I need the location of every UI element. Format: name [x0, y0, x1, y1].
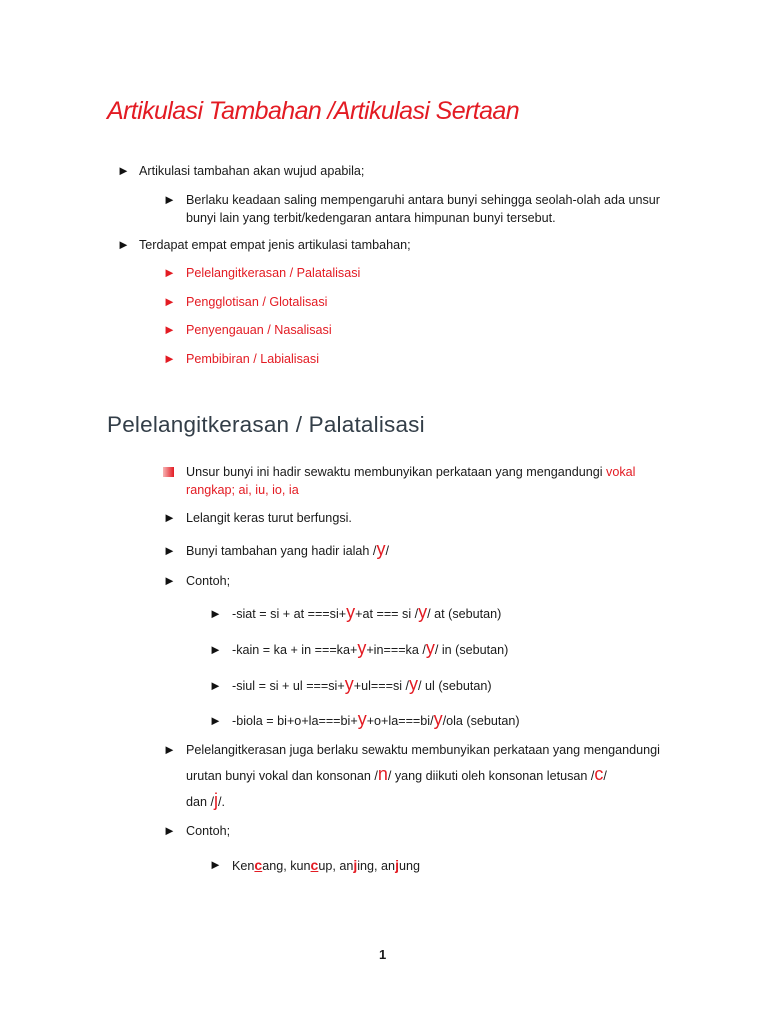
list-item-text	[186, 790, 226, 811]
text-segment: +o+la===bi/	[366, 714, 434, 728]
triangle-bullet-icon: ►	[163, 322, 176, 337]
phoneme-symbol: y	[425, 638, 435, 658]
list-item-text: Terdapat empat empat jenis artikulasi tambahan;	[139, 238, 411, 252]
phoneme-symbol: j	[395, 857, 399, 873]
triangle-bullet-icon: ►	[163, 823, 176, 838]
text-segment: /	[385, 544, 389, 558]
text-segment: -siul = si + ul ===si+	[232, 679, 345, 693]
phoneme-symbol: y	[344, 674, 354, 694]
triangle-bullet-icon: ►	[163, 351, 176, 366]
section-heading: Pelelangitkerasan / Palatalisasi	[107, 412, 425, 437]
phoneme-symbol: y	[433, 709, 443, 729]
triangle-bullet-icon: ►	[209, 713, 222, 728]
text-segment: up, an	[318, 859, 354, 873]
list-item-text: Pembibiran / Labialisasi	[186, 352, 320, 366]
list-item-text	[186, 463, 635, 481]
phoneme-symbol: c	[594, 764, 604, 784]
list-item-text	[232, 856, 420, 875]
phoneme-symbol: c	[254, 857, 263, 873]
highlight-text: rangkap; ai, iu, io, ia	[186, 483, 299, 497]
text-segment: +ul===si /	[353, 679, 410, 693]
text-segment: -siat = si + at ===si+	[232, 607, 347, 621]
text-segment: +at === si /	[355, 607, 419, 621]
triangle-bullet-icon: ►	[163, 543, 176, 558]
list-item-text	[186, 764, 607, 785]
list-item-text	[232, 602, 502, 623]
text-segment: ang, kun	[262, 859, 311, 873]
page-number: 1	[379, 947, 387, 962]
triangle-bullet-icon: ►	[209, 606, 222, 621]
text-segment: ung	[398, 859, 420, 873]
list-item-text: Pelelangitkerasan / Palatalisasi	[186, 266, 361, 280]
phoneme-symbol: c	[310, 857, 319, 873]
list-item-text: Contoh;	[186, 824, 231, 838]
text-segment: / at (sebutan)	[427, 607, 502, 621]
text-segment: Ken	[232, 859, 255, 873]
phoneme-symbol: y	[418, 602, 428, 622]
phoneme-symbol: y	[376, 539, 386, 559]
text-segment: Bunyi tambahan yang hadir ialah /	[186, 544, 377, 558]
list-item-text: Penyengauan / Nasalisasi	[186, 323, 332, 337]
phoneme-symbol: j	[214, 790, 219, 810]
text-segment: urutan bunyi vokal dan konsonan /	[186, 769, 378, 783]
phoneme-symbol: n	[377, 764, 388, 784]
list-item-text: Berlaku keadaan saling mempengaruhi antara bunyi sehingga seolah-olah ada unsur	[186, 193, 660, 207]
list-item-text	[232, 709, 520, 730]
list-item-text: Pelelangitkerasan juga berlaku sewaktu membunyikan perkataan yang mengandungi	[186, 743, 660, 757]
triangle-bullet-icon: ►	[163, 742, 176, 757]
phoneme-symbol: y	[357, 709, 367, 729]
triangle-bullet-icon: ►	[163, 192, 176, 207]
square-bullet-icon	[163, 467, 174, 477]
triangle-bullet-icon: ►	[209, 857, 222, 872]
triangle-bullet-icon: ►	[209, 642, 222, 657]
text-segment: /.	[218, 795, 226, 809]
text-segment: ing, an	[357, 859, 396, 873]
text-segment: /ola (sebutan)	[442, 714, 520, 728]
triangle-bullet-icon: ►	[163, 265, 176, 280]
phoneme-symbol: y	[409, 674, 419, 694]
triangle-bullet-icon: ►	[163, 510, 176, 525]
list-item-text	[232, 674, 492, 695]
text-segment: / ul (sebutan)	[418, 679, 492, 693]
phoneme-symbol: y	[357, 638, 367, 658]
list-item-text: Contoh;	[186, 574, 231, 588]
text-segment: / in (sebutan)	[434, 643, 509, 657]
triangle-bullet-icon: ►	[117, 163, 130, 178]
list-item-text: Lelangit keras turut berfungsi.	[186, 511, 352, 525]
triangle-bullet-icon: ►	[209, 678, 222, 693]
triangle-bullet-icon: ►	[163, 573, 176, 588]
phoneme-symbol: j	[353, 857, 358, 873]
text-segment: Unsur bunyi ini hadir sewaktu membunyikan perkataan yang mengandungi	[186, 465, 607, 479]
text-segment: dan /	[186, 795, 215, 809]
text-segment: /	[603, 769, 607, 783]
list-item-text: Pengglotisan / Glotalisasi	[186, 295, 328, 309]
list-item-text: bunyi lain yang terbit/kedengaran antara himpunan bunyi tersebut.	[186, 211, 556, 225]
phoneme-symbol: y	[346, 602, 356, 622]
list-item-text: Artikulasi tambahan akan wujud apabila;	[139, 164, 365, 178]
text-segment: / yang diikuti oleh konsonan letusan /	[387, 769, 595, 783]
triangle-bullet-icon: ►	[117, 237, 130, 252]
page-title: Artikulasi Tambahan /Artikulasi Sertaan	[107, 97, 520, 125]
list-item-text	[232, 638, 509, 659]
text-segment: +in===ka /	[366, 643, 426, 657]
list-item-text	[186, 539, 389, 560]
text-segment: -kain = ka + in ===ka+	[232, 643, 358, 657]
triangle-bullet-icon: ►	[163, 294, 176, 309]
highlight-text: vokal	[606, 465, 636, 479]
text-segment: -biola = bi+o+la===bi+	[232, 714, 358, 728]
